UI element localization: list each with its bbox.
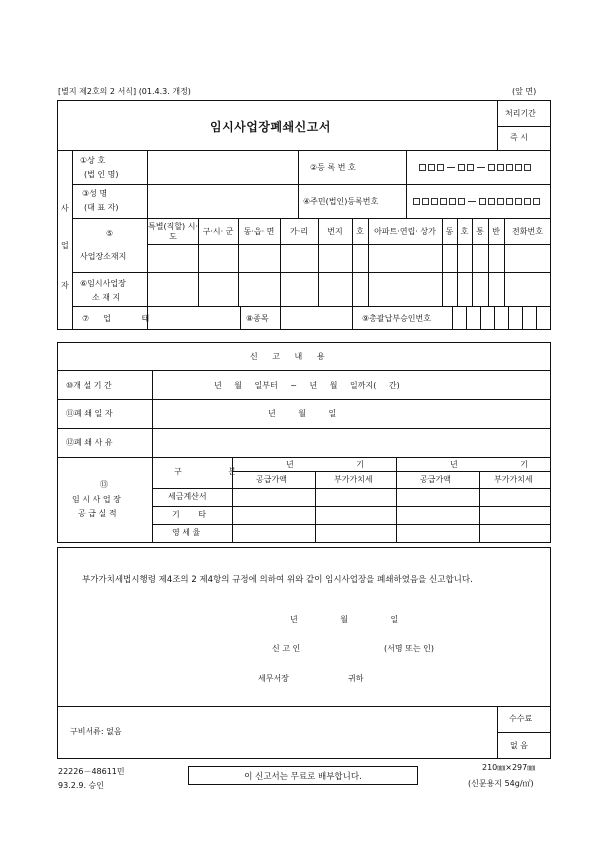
approval-date: 93.2.9. 승인 bbox=[58, 781, 104, 790]
free-distribution-notice: 이 신고서는 무료로 배부합니다. bbox=[188, 766, 418, 785]
opening-period-label: ⑩개 설 기 간 bbox=[66, 381, 112, 390]
required-documents: 구비서류: 없음 bbox=[70, 727, 122, 736]
addr-header-village: 가·리 bbox=[290, 226, 308, 236]
addr-header-tong: 통 bbox=[476, 226, 484, 236]
year-term-header-2: 년 기 bbox=[450, 460, 528, 469]
name-sublabel: (대 표 자) bbox=[84, 203, 119, 212]
business-side-label-3: 자 bbox=[61, 281, 69, 290]
closing-date-value[interactable]: 년 월 일 bbox=[268, 409, 337, 418]
location-label: 사업장소재지 bbox=[80, 252, 127, 261]
addr-header-phone: 전화번호 bbox=[512, 226, 543, 236]
head-office-no-label: ⑨총괄납부승인번호 bbox=[362, 314, 431, 323]
declaration-text: 부가가치세법시행령 제4조의 2 제4항의 규정에 의하여 위와 같이 임시사업장을 폐쇄하였음을 신고합니다. bbox=[82, 575, 473, 585]
col-vat-1: 부가가치세 bbox=[334, 475, 373, 484]
item-label: ⑧종목 bbox=[246, 314, 269, 323]
addr-header-ban: 반 bbox=[492, 226, 500, 236]
form-number: [별지 제2호의 2 서식] (01.4.3. 개정) bbox=[58, 87, 191, 96]
division-label: 구 분 bbox=[174, 467, 258, 476]
closing-reason-label: ⑫폐 쇄 사 유 bbox=[66, 438, 113, 447]
trade-name-sublabel: (법 인 명) bbox=[84, 170, 119, 179]
page-side: (앞 면) bbox=[512, 87, 537, 96]
trade-name-field[interactable] bbox=[150, 152, 296, 182]
supply-label-1: 임 시 사 업 장 bbox=[72, 495, 121, 504]
addr-header-dong: 동 bbox=[445, 226, 454, 236]
col-supply-2: 공급가액 bbox=[420, 475, 451, 484]
temp-location-label: ⑥임시사업장 bbox=[80, 279, 126, 288]
form-title: 임시사업장폐쇄신고서 bbox=[210, 120, 331, 134]
reg-number-boxes[interactable] bbox=[418, 163, 532, 172]
business-side-label-1: 사 bbox=[61, 204, 69, 213]
business-type-field[interactable] bbox=[150, 308, 238, 328]
reporter-label: 신 고 인 bbox=[272, 644, 301, 653]
fee-value: 없 음 bbox=[510, 741, 528, 750]
processing-period-label: 처리기간 bbox=[505, 109, 536, 118]
resident-number-boxes[interactable] bbox=[412, 197, 541, 206]
trade-name-label: ①상 호 bbox=[80, 156, 106, 165]
name-label: ③성 명 bbox=[82, 189, 108, 198]
declaration-date[interactable]: 년 월 일 bbox=[290, 615, 399, 624]
row-other: 기 타 bbox=[172, 510, 214, 519]
location-number: ⑤ bbox=[106, 229, 114, 238]
honorific: 귀하 bbox=[348, 674, 364, 683]
addr-header-apartment: 아파트·연립· 상가 bbox=[374, 226, 436, 236]
col-supply-1: 공급가액 bbox=[256, 475, 287, 484]
opening-period-value[interactable]: 년 월 일부터 ~ 년 월 일까지( 간) bbox=[214, 381, 400, 390]
addr-header-lot: 번지 bbox=[327, 226, 343, 236]
report-heading: 신 고 내 용 bbox=[250, 352, 331, 361]
col-vat-2: 부가가치세 bbox=[494, 475, 533, 484]
resident-number-label: ④주민(법인)등록번호 bbox=[303, 197, 379, 206]
fee-label: 수수료 bbox=[509, 714, 533, 723]
addr-header-ho: 호 bbox=[460, 226, 469, 236]
representative-name-field[interactable] bbox=[150, 186, 296, 216]
paper-type: (신문용지 54g/㎡) bbox=[468, 779, 534, 788]
closing-date-label: ⑪폐 쇄 일 자 bbox=[66, 409, 113, 418]
location-address-field[interactable] bbox=[148, 245, 551, 271]
closing-reason-field[interactable] bbox=[154, 430, 549, 456]
business-side-label-2: 업 bbox=[61, 241, 69, 250]
temp-location-address-field[interactable] bbox=[148, 273, 551, 305]
supply-number: ⑬ bbox=[100, 480, 108, 489]
row-tax-invoice: 세금계산서 bbox=[168, 492, 207, 501]
supply-label-2: 공 급 실 적 bbox=[78, 509, 117, 518]
reg-number-label: ②등 록 번 호 bbox=[310, 163, 356, 172]
temp-location-sublabel: 소 재 지 bbox=[92, 293, 121, 302]
paper-size: 210㎜×297㎜ bbox=[482, 763, 536, 772]
addr-header-town: 동·읍· 면 bbox=[243, 226, 275, 236]
business-type-label: ⑦업 태 bbox=[82, 314, 164, 323]
processing-period-value: 즉 시 bbox=[510, 133, 528, 142]
addr-header-city: 특별(직할) 시·도 bbox=[148, 222, 198, 241]
addr-header-district: 구·시· 군 bbox=[202, 226, 234, 236]
addr-header-no: 호 bbox=[356, 226, 364, 236]
row-zero-rate: 영 세 율 bbox=[172, 528, 201, 537]
approval-code: 22226－48611민 bbox=[58, 767, 125, 776]
signature-field[interactable]: (서명 또는 인) bbox=[384, 644, 434, 653]
year-term-header-1: 년 기 bbox=[286, 460, 364, 469]
tax-office-chief: 세무서장 bbox=[258, 674, 289, 683]
